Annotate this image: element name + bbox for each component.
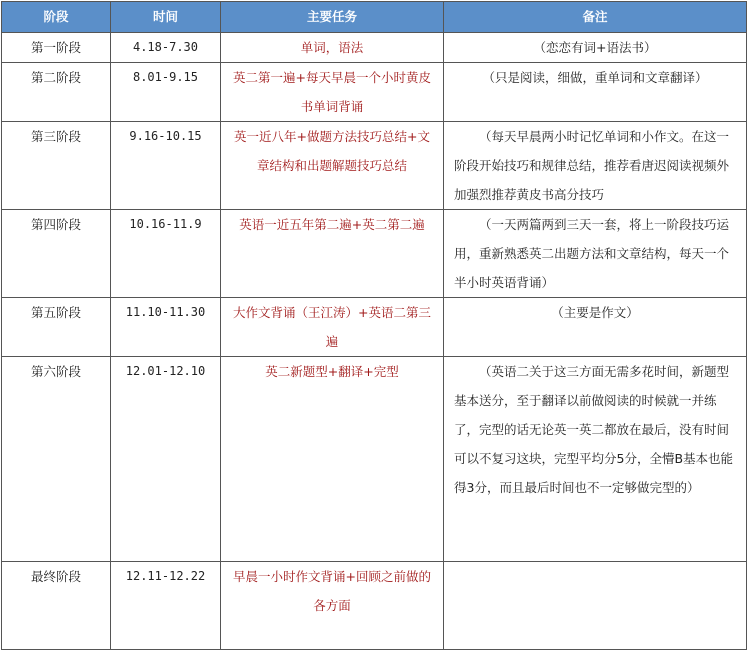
task-cell: 早晨一小时作文背诵+回顾之前做的各方面 xyxy=(221,562,444,650)
time-cell: 9.16-10.15 xyxy=(111,122,221,210)
header-note: 备注 xyxy=(444,2,747,33)
stage-cell: 最终阶段 xyxy=(2,562,111,650)
table-header-row xyxy=(2,2,747,33)
task-cell: 英二第一遍+每天早晨一个小时黄皮书单词背诵 xyxy=(221,63,444,122)
stage-cell: 第四阶段 xyxy=(2,210,111,298)
stage-cell: 第二阶段 xyxy=(2,63,111,122)
note-cell xyxy=(444,562,747,650)
time-cell: 12.11-12.22 xyxy=(111,562,221,650)
table-row xyxy=(2,357,747,562)
study-plan-table xyxy=(1,1,747,650)
task-cell: 英一近八年+做题方法技巧总结+文章结构和出题解题技巧总结 xyxy=(221,122,444,210)
time-cell: 8.01-9.15 xyxy=(111,63,221,122)
note-cell: （每天早晨两小时记忆单词和小作文。在这一阶段开始技巧和规律总结，推荐看唐迟阅读视频外加强烈推荐黄皮书高分技巧 xyxy=(444,122,747,210)
table-row xyxy=(2,562,747,650)
time-cell: 10.16-11.9 xyxy=(111,210,221,298)
stage-cell: 第五阶段 xyxy=(2,298,111,357)
stage-cell: 第六阶段 xyxy=(2,357,111,562)
time-cell: 12.01-12.10 xyxy=(111,357,221,562)
note-cell: （英语二关于这三方面无需多花时间，新题型基本送分，至于翻译以前做阅读的时候就一并练了，完型的话无论英一英二都放在最后，没有时间可以不复习这块，完型平均分5分，全懵B基本也能得3分，而且最后时间也不一定够做完型的） xyxy=(444,357,747,562)
table-row xyxy=(2,63,747,122)
note-cell: （一天两篇两到三天一套，将上一阶段技巧运用，重新熟悉英二出题方法和文章结构，每天一个半小时英语背诵） xyxy=(444,210,747,298)
task-cell: 单词，语法 xyxy=(221,33,444,63)
table-row xyxy=(2,210,747,298)
note-cell: （只是阅读，细做，重单词和文章翻译） xyxy=(444,63,747,122)
header-task: 主要任务 xyxy=(221,2,444,33)
note-cell: （恋恋有词+语法书） xyxy=(444,33,747,63)
task-cell: 英二新题型+翻译+完型 xyxy=(221,357,444,562)
header-stage: 阶段 xyxy=(2,2,111,33)
time-cell: 11.10-11.30 xyxy=(111,298,221,357)
stage-cell: 第三阶段 xyxy=(2,122,111,210)
table-row xyxy=(2,122,747,210)
time-cell: 4.18-7.30 xyxy=(111,33,221,63)
task-cell: 大作文背诵（王江涛）+英语二第三遍 xyxy=(221,298,444,357)
note-cell: （主要是作文） xyxy=(444,298,747,357)
stage-cell: 第一阶段 xyxy=(2,33,111,63)
table-row xyxy=(2,298,747,357)
table-row xyxy=(2,33,747,63)
task-cell: 英语一近五年第二遍+英二第二遍 xyxy=(221,210,444,298)
header-time: 时间 xyxy=(111,2,221,33)
